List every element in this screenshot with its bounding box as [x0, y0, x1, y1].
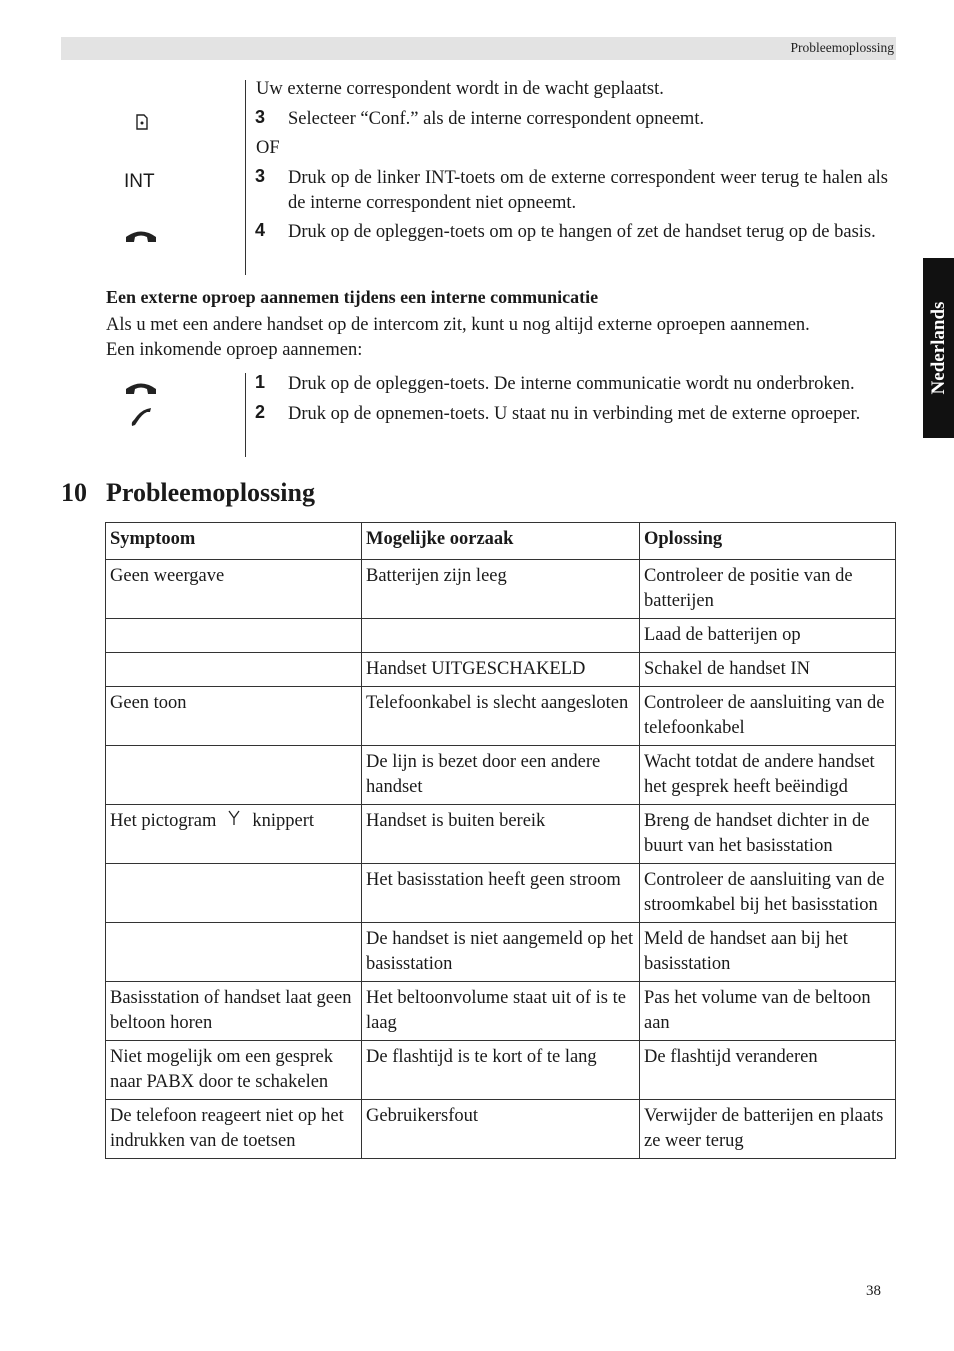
- antenna-icon: [216, 809, 252, 834]
- symptom-cell: [106, 805, 362, 864]
- solution-cell: Meld de handset aan bij het basisstation: [640, 923, 896, 982]
- symptom-cell: Basisstation of handset laat geen beltoon horen: [106, 982, 362, 1041]
- solution-cell: Wacht totdat de andere handset het gesprek heeft beëindigd: [640, 746, 896, 805]
- cause-cell: De handset is niet aangemeld op het basisstation: [362, 923, 640, 982]
- instruction-divider-1: [245, 80, 246, 275]
- cause-cell: Batterijen zijn leeg: [362, 560, 640, 619]
- cause-cell: Het beltoonvolume staat uit of is te laag: [362, 982, 640, 1041]
- step-text: Selecteer “Conf.” als de interne correspondent opneemt.: [288, 109, 705, 129]
- chapter-title: [61, 478, 315, 508]
- solution-cell: De flashtijd veranderen: [640, 1041, 896, 1100]
- softkey-icon: [135, 114, 149, 135]
- step-text: Druk op de opnemen-toets. U staat nu in verbinding met de externe oproeper.: [288, 404, 861, 424]
- step-number: 3: [255, 107, 266, 127]
- pick-up-icon: [129, 406, 153, 433]
- cause-cell: Handset is buiten bereik: [362, 805, 640, 864]
- symptom-text: Het pictogram: [110, 811, 217, 831]
- header-title: Probleemoplossing: [790, 40, 894, 55]
- table-row: [106, 923, 896, 982]
- hang-up-icon: [124, 380, 158, 401]
- symptom-cell: De telefoon reageert niet op het indrukken van de toetsen: [106, 1100, 362, 1159]
- cause-cell: Het basisstation heeft geen stroom: [362, 864, 640, 923]
- symptom-cell: [106, 653, 362, 687]
- step-number: 3: [255, 166, 266, 186]
- table-row: [106, 864, 896, 923]
- symptom-cell: [106, 864, 362, 923]
- symptom-cell: Geen toon: [106, 687, 362, 746]
- cause-cell: Handset UITGESCHAKELD: [362, 653, 640, 687]
- section-paragraph: Als u met een andere handset op de intercom zit, kunt u nog altijd externe oproepen aannemen.: [106, 315, 810, 335]
- table-row: [106, 746, 896, 805]
- hang-up-icon: [124, 228, 158, 249]
- cause-cell: De flashtijd is te kort of te lang: [362, 1041, 640, 1100]
- table-row: [106, 1100, 896, 1159]
- int-key-icon: INT: [124, 171, 155, 192]
- symptom-cell: Niet mogelijk om een gesprek naar PABX door te schakelen: [106, 1041, 362, 1100]
- language-tab-label: Nederlands: [927, 301, 949, 395]
- column-header: Symptoom: [106, 523, 362, 560]
- step-text: Druk op de opleggen-toets om op te hangen of zet de handset terug op de basis.: [288, 222, 876, 242]
- running-header: [61, 37, 896, 60]
- solution-cell: Controleer de positie van de batterijen: [640, 560, 896, 619]
- table-row: [106, 653, 896, 687]
- section-heading: Een externe oproep aannemen tijdens een interne communicatie: [106, 287, 599, 307]
- symptom-cell: [106, 619, 362, 653]
- step-number: 2: [255, 402, 266, 422]
- solution-cell: Pas het volume van de beltoon aan: [640, 982, 896, 1041]
- table-row: [106, 805, 896, 864]
- section-paragraph: Een inkomende oproep aannemen:: [106, 340, 363, 360]
- table-row: [106, 560, 896, 619]
- troubleshooting-table: [105, 522, 896, 1159]
- cause-cell: Gebruikersfout: [362, 1100, 640, 1159]
- step-text: Druk op de linker INT-toets om de externe correspondent weer terug te halen als de interne correspondent niet opneemt.: [288, 168, 888, 213]
- step-number: 4: [255, 220, 266, 240]
- step-number: 1: [255, 372, 266, 392]
- instruction-divider-2: [245, 373, 246, 457]
- solution-cell: Verwijder de batterijen en plaats ze weer terug: [640, 1100, 896, 1159]
- table-row: [106, 687, 896, 746]
- table-row: [106, 982, 896, 1041]
- wait-line: Uw externe correspondent wordt in de wacht geplaatst.: [256, 79, 664, 99]
- solution-cell: Controleer de aansluiting van de stroomkabel bij het basisstation: [640, 864, 896, 923]
- symptom-cell: [106, 923, 362, 982]
- column-header: Oplossing: [640, 523, 896, 560]
- table-row: [106, 1041, 896, 1100]
- symptom-text-suffix: knippert: [252, 811, 314, 831]
- step-text: Druk op de opleggen-toets. De interne communicatie wordt nu onderbroken.: [288, 374, 855, 394]
- language-tab: [923, 258, 954, 438]
- chapter-title-text: Probleemoplossing: [106, 478, 315, 507]
- page-number: 38: [866, 1283, 881, 1299]
- cause-cell: Telefoonkabel is slecht aangesloten: [362, 687, 640, 746]
- table-row: [106, 619, 896, 653]
- chapter-number: 10: [61, 478, 87, 507]
- or-label: OF: [256, 138, 280, 158]
- symptom-cell: Geen weergave: [106, 560, 362, 619]
- symptom-cell: [106, 746, 362, 805]
- cause-cell: [362, 619, 640, 653]
- column-header: Mogelijke oorzaak: [362, 523, 640, 560]
- solution-cell: Controleer de aansluiting van de telefoonkabel: [640, 687, 896, 746]
- solution-cell: Breng de handset dichter in de buurt van het basisstation: [640, 805, 896, 864]
- table-header-row: [106, 523, 896, 560]
- cause-cell: De lijn is bezet door een andere handset: [362, 746, 640, 805]
- solution-cell: Laad de batterijen op: [640, 619, 896, 653]
- solution-cell: Schakel de handset IN: [640, 653, 896, 687]
